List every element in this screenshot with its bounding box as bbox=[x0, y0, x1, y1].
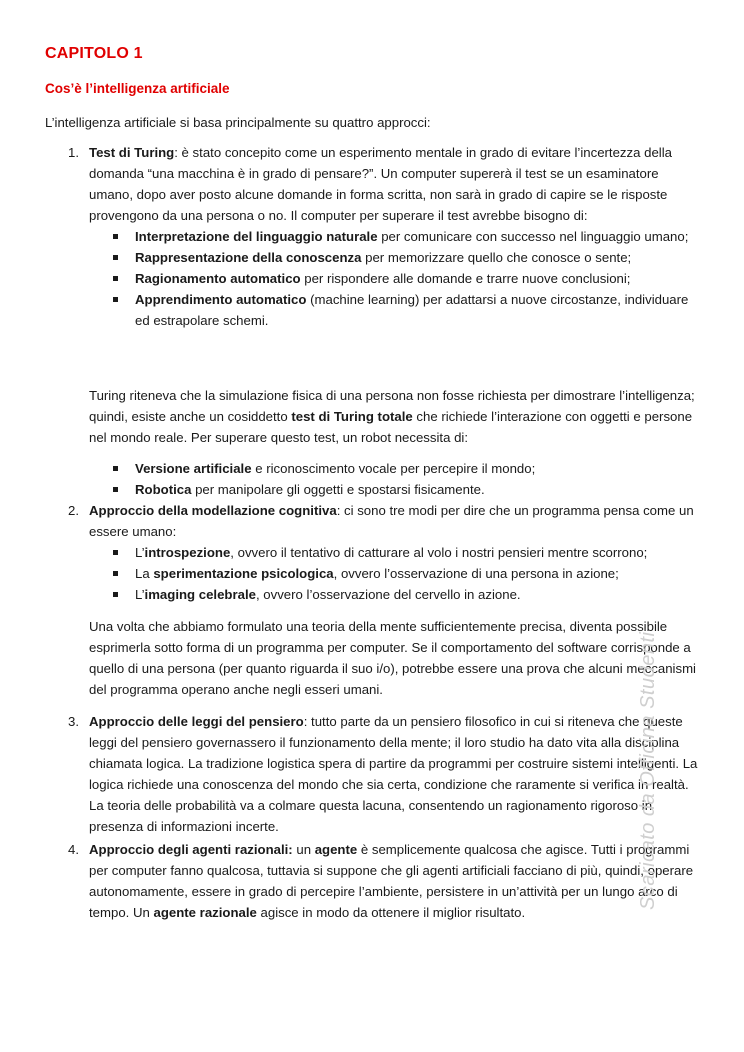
list-item: Robotica per manipolare gli oggetti e spostarsi fisicamente. bbox=[89, 479, 701, 500]
list-item-4: 4. Approccio degli agenti razionali: un agente è semplicemente qualcosa che agisce. Tutti i programmi per computer fanno qualcosa, tuttavia si suppone che gli agenti artificiali facciano di più, quindi, operare autonomamente, essere in grado di percepire l’ambiente, persistere in un’attività per un lungo arco di tempo. Un agente razionale agisce in modo da ottenere il miglior risultato. bbox=[89, 839, 701, 923]
intro-paragraph: L’intelligenza artificiale si basa principalmente su quattro approcci: bbox=[45, 115, 431, 130]
list-item: L’introspezione, ovvero il tentativo di catturare al volo i nostri pensieri mentre scorrono; bbox=[89, 542, 701, 563]
list-item: L’imaging celebrale, ovvero l’osservazione del cervello in azione. bbox=[89, 584, 701, 605]
list-item-1: 1. Test di Turing: è stato concepito come un esperimento mentale in grado di evitare l’incertezza della domanda “una macchina è in grado di pensare?”. Un computer supererà il test se un esaminatore umano, dopo aver posto alcune domande in forma scritta, non sarà in grado di capire se le risposte provengono da una persona o no. Il computer per superare il test avrebbe bisogno di: Interpretazione del linguaggio naturale per comunicare con successo nel linguaggio umano; Rappresentazione della conoscenza per memorizzare quello che conosce o sente; Ragionamento automatico per rispondere alle domande e trarre nuove conclusioni; Apprendimento automatico (machine learning) per adattarsi a nuove circostanze, individuare ed estrapolare schemi. bbox=[89, 142, 701, 331]
list-item: Ragionamento automatico per rispondere alle domande e trarre nuove conclusioni; bbox=[89, 268, 701, 289]
item-title: Approccio della modellazione cognitiva bbox=[89, 503, 337, 518]
watermark: Scaricato da Officina Studenti bbox=[637, 631, 659, 910]
list-item: Interpretazione del linguaggio naturale per comunicare con successo nel linguaggio umano; bbox=[89, 226, 701, 247]
list-item: Rappresentazione della conoscenza per memorizzare quello che conosce o sente; bbox=[89, 247, 701, 268]
section-heading: Cos’è l’intelligenza artificiale bbox=[45, 81, 230, 96]
item-title: Approccio degli agenti razionali: bbox=[89, 842, 293, 857]
list-item-3: 3. Approccio delle leggi del pensiero: tutto parte da un pensiero filosofico in cui si riteneva che queste leggi del pensiero governassero il funzionamento della mente; il loro studio ha dato vita alla disciplina chiamata logica. La tradizione logistica spera di partire da programmi per costruire sistemi intelligenti. La logica richiede una conoscenza del mondo che sia certa, condizione che raramente si verifica in realtà. La teoria delle probabilità va a colmare questa lacuna, consentendo un ragionamento rigoroso in presenza di informazioni incerte. bbox=[89, 711, 701, 837]
list-item: Apprendimento automatico (machine learning) per adattarsi a nuove circostanze, individuare ed estrapolare schemi. bbox=[89, 289, 701, 331]
bullet-list bbox=[89, 226, 701, 331]
list-item-2: 2. Approccio della modellazione cognitiva: ci sono tre modi per dire che un programma pensa come un essere umano: L’introspezione, ovvero il tentativo di catturare al volo i nostri pensieri mentre scorrono; La sperimentazione psicologica, ovvero l’osservazione di una persona in azione; L’imaging celebrale, ovvero l’osservazione del cervello in azione. bbox=[89, 500, 701, 605]
list-number: 3. bbox=[68, 714, 79, 729]
list-number: 4. bbox=[68, 842, 79, 857]
bullet-list-robot bbox=[89, 458, 701, 500]
bullet-list bbox=[89, 542, 701, 605]
paragraph-cognitive: Una volta che abbiamo formulato una teoria della mente sufficientemente precisa, diventa possibile esprimerla sotto forma di un programma per computer. Se il comportamento del software corrisponde a quello di una persona (per quanto riguarda il suo i/o), potrebbe essere una prova che alcuni meccanismi del programma operano anche negli esseri umani. bbox=[89, 619, 696, 697]
chapter-heading: CAPITOLO 1 bbox=[45, 45, 143, 62]
list-item: La sperimentazione psicologica, ovvero l’osservazione di una persona in azione; bbox=[89, 563, 701, 584]
item-title: Approccio delle leggi del pensiero bbox=[89, 714, 304, 729]
list-number: 1. bbox=[68, 145, 79, 160]
list-item: Versione artificiale e riconoscimento vocale per percepire il mondo; bbox=[89, 458, 701, 479]
item-title: Test di Turing bbox=[89, 145, 175, 160]
paragraph-turing-totale: Turing riteneva che la simulazione fisica di una persona non fosse richiesta per dimostrare l’intelligenza; quindi, esiste anche un cosiddetto test di Turing totale che richiede l’interazione con oggetti e persone nel mondo reale. Per superare questo test, un robot necessita di: bbox=[89, 388, 695, 445]
list-number: 2. bbox=[68, 503, 79, 518]
